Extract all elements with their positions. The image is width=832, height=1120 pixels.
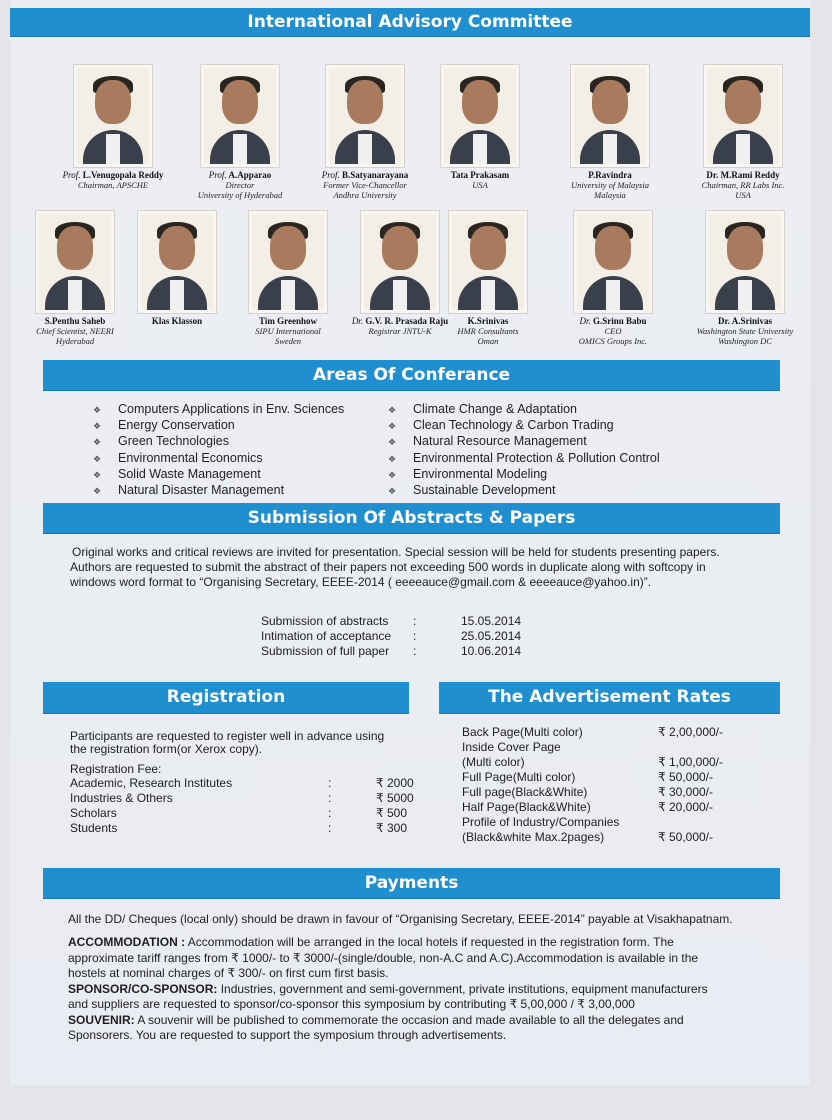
committee-member [175, 65, 305, 200]
member-role: Former Vice-Chancellor [323, 180, 407, 190]
area-item: ❖ Energy Conservation [93, 418, 344, 434]
area-item: ❖ Sustainable Development [388, 483, 660, 499]
member-name [132, 316, 222, 326]
committee-member [550, 65, 670, 200]
fee-row-label: Academic, Research Institutes [70, 776, 233, 790]
payments-details [68, 935, 808, 1044]
member-role: Chief Scientist, NEERI [36, 326, 114, 336]
member-name [20, 316, 130, 326]
areas-left-list [93, 402, 344, 499]
fee-row [70, 821, 420, 836]
member-photo [361, 211, 439, 313]
member-photo [706, 211, 784, 313]
ad-row-label: Full page(Black&White) [462, 785, 588, 799]
fee-row [70, 791, 420, 806]
member-name-text: G.Srinu Babu [592, 316, 647, 326]
member-name-text: B.Satyanarayana [341, 170, 409, 180]
member-role: Chairman, APSCHE [77, 180, 149, 190]
member-name-text: Tata Prakasam [450, 170, 510, 180]
member-name [243, 316, 333, 326]
member-photo [571, 65, 649, 167]
accommodation-text: approximate tariff ranges from ₹ 1000/- to ₹ 3000/-(single/double, non-A.C and A.C).Accommodation is available in the [68, 950, 699, 965]
date-row-label: Submission of full paper [261, 644, 390, 658]
ad-row [462, 800, 782, 815]
member-name-text: P.Ravindra [588, 170, 632, 180]
member-name [425, 170, 535, 180]
member-name [300, 170, 430, 180]
areas-right-list [388, 402, 660, 499]
member-name-text: Dr. A.Srinivas [718, 316, 772, 326]
ad-row-value: ₹ 1,00,000/- [658, 755, 724, 769]
member-role: Washington DC [718, 336, 772, 346]
member-role: Washington State University [696, 326, 794, 336]
committee-member [132, 211, 222, 326]
member-name-text: Tim Greenhow [259, 316, 317, 326]
member-photo [326, 65, 404, 167]
ad-row [462, 830, 782, 845]
advertisement-heading: The Advertisement Rates [439, 682, 780, 713]
member-role: Chairman, RR Labs Inc. [701, 180, 785, 190]
committee-member [425, 65, 535, 190]
payments-dd: All the DD/ Cheques (local only) should be drawn in favour of “Organising Secretary, EEEE-2014” payable at Visakhapatnam. [68, 912, 733, 926]
member-role: SIPU International [255, 326, 321, 336]
member-photo [704, 65, 782, 167]
area-item: ❖ Computers Applications in Env. Sciences [93, 402, 344, 418]
committee-member [340, 211, 460, 336]
member-role: USA [472, 180, 488, 190]
ad-row-value: ₹ 50,000/- [658, 770, 714, 784]
fee-row-value: ₹ 2000 [376, 776, 414, 790]
ad-row-label: Half Page(Black&White) [462, 800, 591, 814]
area-item: ❖ Natural Disaster Management [93, 483, 344, 499]
member-name [175, 170, 305, 180]
souvenir-heading: SOUVENIR: [68, 1012, 135, 1027]
member-name [558, 316, 668, 326]
committee-heading: International Advisory Committee [10, 8, 810, 36]
member-role: Andhra University [333, 190, 397, 200]
committee-member [678, 65, 808, 200]
ad-row [462, 785, 782, 800]
committee-member [443, 211, 533, 346]
member-photo [138, 211, 216, 313]
registration-intro-line: the registration form(or Xerox copy). [70, 742, 263, 756]
member-role: University of Malaysia [571, 180, 649, 190]
area-item: ❖ Environmental Protection & Pollution Control [388, 451, 660, 467]
member-photo [249, 211, 327, 313]
fee-row-label: Scholars [70, 806, 117, 820]
member-name [443, 316, 533, 326]
member-name-text: Klas Klasson [151, 316, 203, 326]
area-item: ❖ Environmental Modeling [388, 467, 660, 483]
ad-row-label: (Black&white Max.2pages) [462, 830, 605, 844]
member-role: Registrar JNTU-K [368, 326, 432, 336]
member-role: Malaysia [594, 190, 626, 200]
ad-row-value: ₹ 30,000/- [658, 785, 714, 799]
member-name [550, 170, 670, 180]
member-name-text: A.Apparao [228, 170, 272, 180]
submission-heading: Submission Of Abstracts & Papers [43, 503, 780, 533]
member-role: Oman [477, 336, 499, 346]
date-row-label: Intimation of acceptance [261, 629, 392, 643]
area-item: ❖ Climate Change & Adaptation [388, 402, 660, 418]
fee-row-label: Industries & Others [70, 791, 173, 805]
member-role: Sweden [275, 336, 301, 346]
accommodation-text: Accommodation will be arranged in the local hotels if requested in the registration form. The [185, 935, 674, 949]
date-row-value: 15.05.2014 [461, 614, 522, 628]
member-role: OMICS Groups Inc. [578, 336, 648, 346]
member-name-text: K.Srinivas [467, 316, 509, 326]
accommodation-heading: ACCOMMODATION : [68, 935, 186, 949]
important-dates [261, 614, 561, 659]
member-photo [201, 65, 279, 167]
area-item: ❖ Solid Waste Management [93, 467, 344, 483]
member-prefix: Prof. [208, 170, 227, 180]
committee-member [300, 65, 430, 200]
submission-line: Original works and critical reviews are invited for presentation. Special session will be held for students presenting papers. [72, 545, 720, 559]
registration-fees [70, 776, 420, 836]
ad-row [462, 815, 782, 830]
date-row [261, 614, 561, 629]
date-row-sep: : [413, 629, 417, 643]
registration-intro [70, 730, 410, 756]
ad-row [462, 740, 782, 755]
ad-row-label: Back Page(Multi color) [462, 725, 583, 739]
accommodation-text: hostels at nominal charges of ₹ 300/- on first cum first basis. [68, 966, 389, 980]
sponsor-text: and suppliers are requested to sponsor/co-sponsor this symposium by contributing ₹ 5,00,000 / ₹ 3,00,000 [68, 997, 635, 1011]
ad-row [462, 770, 782, 785]
submission-paragraph [70, 545, 800, 590]
member-role: Hyderabad [55, 336, 95, 346]
fee-row-label: Students [70, 821, 118, 835]
member-name [340, 316, 460, 326]
member-name [48, 170, 178, 180]
member-name [678, 170, 808, 180]
committee-member [558, 211, 668, 346]
ad-row-label: Profile of Industry/Companies [462, 815, 620, 829]
advertisement-rates [462, 725, 782, 845]
ad-row-value: ₹ 20,000/- [658, 800, 714, 814]
date-row-value: 10.06.2014 [461, 644, 522, 658]
date-row-sep: : [413, 644, 417, 658]
member-photo [74, 65, 152, 167]
ad-row-value: ₹ 2,00,000/- [658, 725, 724, 739]
committee-member [680, 211, 810, 346]
member-role: USA [735, 190, 751, 200]
committee-member [20, 211, 130, 346]
fee-row-sep: : [328, 791, 332, 805]
registration-heading: Registration [43, 682, 409, 713]
sponsor-heading: SPONSOR/CO-SPONSOR: [68, 981, 218, 996]
submission-line: Authors are requested to submit the abstract of their papers not exceeding 500 words in duplicate along with softcopy in [70, 560, 706, 574]
member-name-text: L.Venugopala Reddy [82, 170, 164, 180]
fee-row-sep: : [328, 806, 332, 820]
member-name-text: S.Penthu Saheb [44, 316, 106, 326]
member-prefix: Prof. [321, 170, 340, 180]
ad-row-label: (Multi color) [462, 755, 525, 769]
member-name-text: G.V. R. Prasada Raju [365, 316, 449, 326]
date-row-sep: : [413, 614, 417, 628]
member-photo [36, 211, 114, 313]
member-role: HMR Consultants [457, 326, 519, 336]
registration-fee-label: Registration Fee: [70, 762, 162, 776]
fee-row-value: ₹ 300 [376, 821, 407, 835]
registration-intro-line: Participants are requested to register well in advance using [70, 729, 385, 743]
member-prefix: Dr. [351, 316, 364, 326]
member-prefix: Prof. [62, 170, 81, 180]
area-item: ❖ Environmental Economics [93, 451, 344, 467]
area-item: ❖ Natural Resource Management [388, 434, 660, 450]
brochure-page [10, 0, 810, 1085]
ad-row-label: Full Page(Multi color) [462, 770, 576, 784]
ad-row [462, 725, 782, 740]
payments-heading: Payments [43, 868, 780, 898]
submission-line: windows word format to “Organising Secretary, EEEE-2014 ( eeeeauce@gmail.com & eeeeauce@yahoo.in)”. [70, 575, 652, 589]
fee-row [70, 776, 420, 791]
committee-member [48, 65, 178, 190]
member-photo [574, 211, 652, 313]
fee-row-sep: : [328, 821, 332, 835]
member-name-text: Dr. M.Rami Reddy [706, 170, 780, 180]
date-row [261, 644, 561, 659]
area-item: ❖ Green Technologies [93, 434, 344, 450]
committee-member [243, 211, 333, 346]
fee-row-value: ₹ 5000 [376, 791, 414, 805]
member-photo [449, 211, 527, 313]
souvenir-text: A souvenir will be published to commemorate the occasion and made available to all the delegates and [134, 1012, 684, 1027]
ad-row-label: Inside Cover Page [462, 740, 561, 754]
member-role: Director [225, 180, 255, 190]
fee-row-value: ₹ 500 [376, 806, 407, 820]
date-row-value: 25.05.2014 [461, 629, 522, 643]
areas-heading: Areas Of Conferance [43, 360, 780, 390]
date-row-label: Submission of abstracts [261, 614, 389, 628]
fee-row-sep: : [328, 776, 332, 790]
member-photo [441, 65, 519, 167]
fee-row [70, 806, 420, 821]
date-row [261, 629, 561, 644]
member-prefix: Dr. [579, 316, 591, 326]
member-role: CEO [604, 326, 622, 336]
area-item: ❖ Clean Technology & Carbon Trading [388, 418, 660, 434]
sponsor-text: Industries, government and semi-government, private institutions, equipment manufacturers [217, 981, 708, 996]
member-role: University of Hyderabad [197, 190, 283, 200]
souvenir-text: Sponsorers. You are requested to support the symposium through advertisements. [68, 1028, 507, 1042]
ad-row [462, 755, 782, 770]
member-name [680, 316, 810, 326]
ad-row-value: ₹ 50,000/- [658, 830, 714, 844]
